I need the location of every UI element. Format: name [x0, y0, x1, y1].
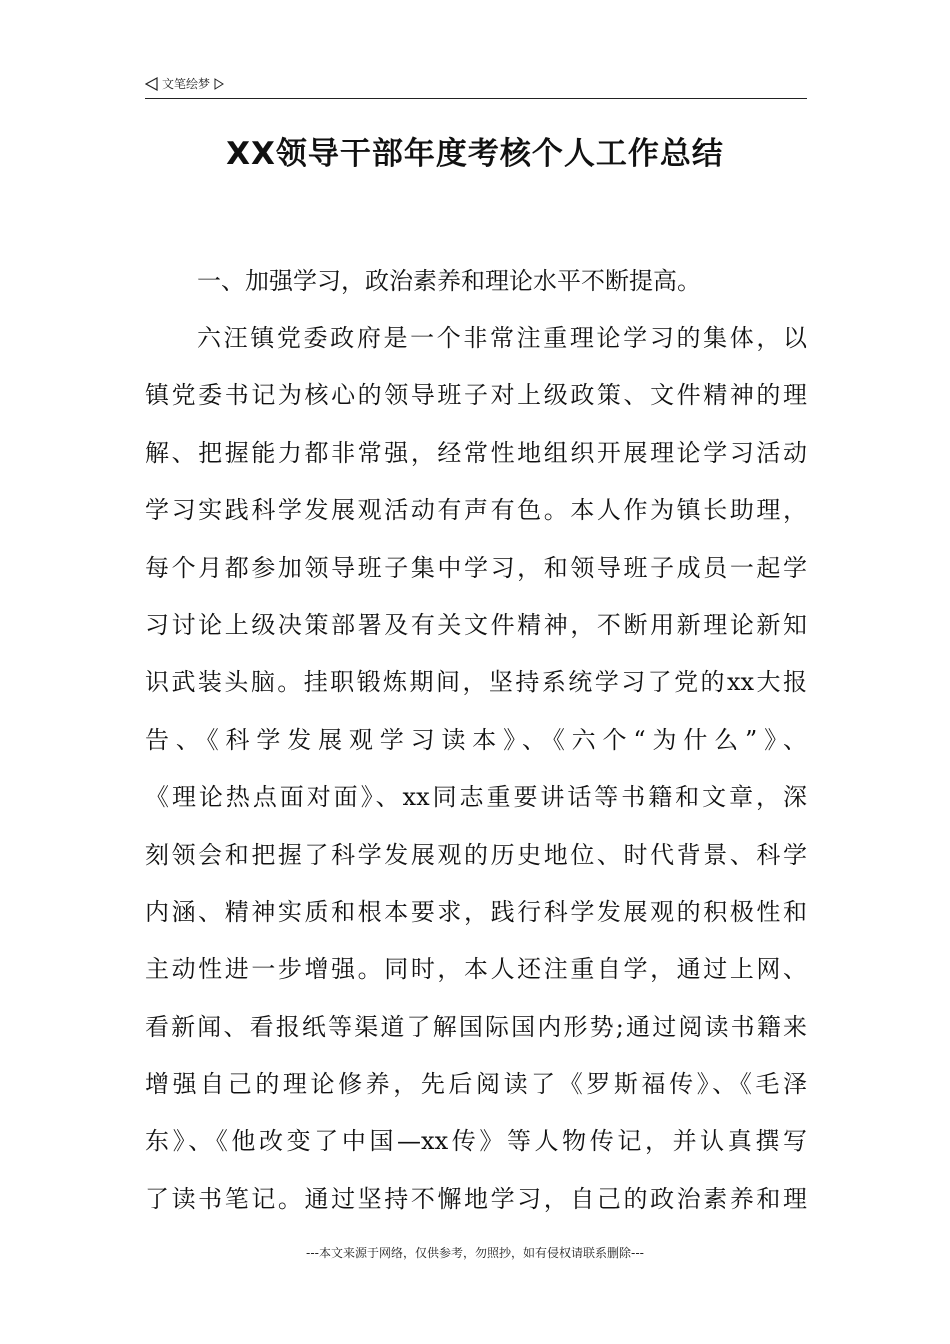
section-heading: 一、加强学习，政治素养和理论水平不断提高。 [197, 267, 701, 295]
brand-label: 文笔绘梦 [162, 77, 211, 91]
header-brand [145, 74, 224, 94]
body-line: 主动性进一步增强。同时，本人还注重自学，通过上网、 [145, 955, 807, 984]
body-line: 了读书笔记。通过坚持不懈地学习，自己的政治素养和理 [145, 1184, 807, 1213]
body-line: 《理论热点面对面》、xx同志重要讲话等书籍和文章，深 [145, 783, 807, 812]
body-line: 学习实践科学发展观活动有声有色。本人作为镇长助理， [145, 496, 807, 525]
body-line: 增强自己的理论修养，先后阅读了《罗斯福传》、《毛泽 [145, 1070, 807, 1099]
body-line: 六汪镇党委政府是一个非常注重理论学习的集体，以 [197, 324, 807, 352]
triangle-right-icon [214, 78, 224, 90]
document-title: XX领导干部年度考核个人工作总结 [226, 136, 724, 172]
body-line: 习讨论上级决策部署及有关文件精神，不断用新理论新知 [145, 610, 807, 639]
body-line: 告、《科学发展观学习读本》、《六个“为什么”》、 [145, 725, 807, 754]
body-line: 内涵、精神实质和根本要求，践行科学发展观的积极性和 [145, 897, 807, 926]
body-line: 镇党委书记为核心的领导班子对上级政策、文件精神的理 [145, 381, 807, 410]
body-text [145, 320, 807, 1238]
body-line: 刻领会和把握了科学发展观的历史地位、时代背景、科学 [145, 840, 807, 869]
body-line: 每个月都参加领导班子集中学习，和领导班子成员一起学 [145, 553, 807, 582]
page-header [145, 74, 807, 99]
triangle-left-icon [145, 77, 158, 91]
body-line: 看新闻、看报纸等渠道了解国际国内形势;通过阅读书籍来 [145, 1012, 807, 1041]
body-line: 解、把握能力都非常强，经常性地组织开展理论学习活动 [145, 438, 807, 467]
body-line: 识武装头脑。挂职锻炼期间，坚持系统学习了党的xx大报 [145, 668, 807, 697]
body-line: 东》、《他改变了中国—xx传》等人物传记，并认真撰写 [145, 1127, 807, 1156]
footer-disclaimer: ---本文来源于网络，仅供参考，勿照抄，如有侵权请联系删除--- [306, 1246, 644, 1260]
